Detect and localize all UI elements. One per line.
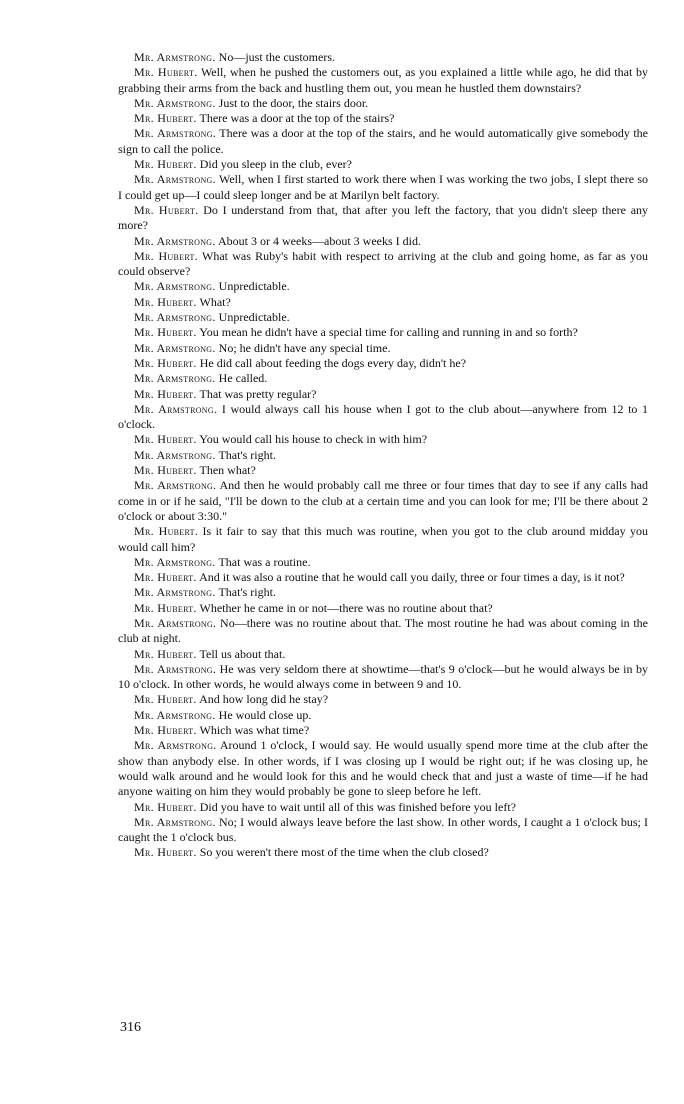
speaker-label: Mr. Armstrong. (134, 615, 217, 630)
speaker-label: Mr. Armstrong. (134, 707, 216, 722)
speech-text: Unpredictable. (218, 279, 290, 294)
speech-text: There was a door at the top of the stairs? (199, 111, 395, 126)
speaker-label: Mr. Hubert. (134, 202, 199, 217)
speaker-label: Mr. Armstrong. (134, 447, 216, 462)
transcript-paragraph (118, 371, 648, 386)
speech-text: I would always call his house when I got to the club about—anywhere from 12 to 1 o'clock. (118, 401, 649, 432)
speaker-label: Mr. Hubert. (134, 157, 197, 172)
speaker-label: Mr. Armstrong. (134, 340, 216, 355)
transcript-paragraph (118, 157, 648, 172)
transcript-paragraph (118, 341, 648, 356)
speaker-label: Mr. Hubert. (134, 692, 197, 707)
transcript-paragraph (118, 295, 648, 310)
transcript-paragraph (118, 432, 648, 447)
speech-text: He called. (218, 371, 268, 386)
speech-text: You would call his house to check in with him? (199, 432, 428, 447)
speaker-label: Mr. Hubert. (134, 432, 197, 447)
speaker-label: Mr. Hubert. (134, 355, 197, 370)
speaker-label: Mr. Hubert. (134, 111, 197, 126)
speaker-label: Mr. Armstrong. (134, 661, 217, 676)
speaker-label: Mr. Armstrong. (134, 738, 217, 753)
speech-text: Did you have to wait until all of this was finished before you left? (199, 799, 516, 814)
transcript-paragraph (118, 448, 648, 463)
transcript-paragraph (118, 203, 648, 234)
transcript-paragraph (118, 692, 648, 707)
transcript-paragraph (118, 708, 648, 723)
speaker-label: Mr. Hubert. (134, 600, 197, 615)
transcript-paragraph (118, 815, 648, 846)
transcript-paragraph (118, 524, 648, 555)
speaker-label: Mr. Armstrong. (134, 310, 216, 325)
transcript-paragraph (118, 249, 648, 280)
speaker-label: Mr. Hubert. (134, 386, 197, 401)
speaker-label: Mr. Armstrong. (134, 814, 216, 829)
speaker-label: Mr. Armstrong. (134, 478, 217, 493)
speech-text: You mean he didn't have a special time for calling and running in and so forth? (199, 325, 578, 340)
speech-text: What was Ruby's habit with respect to arriving at the club and going home, as far as you could observe? (118, 248, 648, 279)
transcript-paragraph (118, 65, 648, 96)
speaker-label: Mr. Hubert. (134, 248, 198, 263)
transcript-paragraph (118, 325, 648, 340)
speech-text: Just to the door, the stairs door. (218, 95, 369, 110)
transcript-paragraph (118, 310, 648, 325)
speaker-label: Mr. Hubert. (134, 845, 197, 860)
speaker-label: Mr. Hubert. (134, 65, 198, 80)
speech-text: That was a routine. (218, 554, 311, 569)
speech-text: There was a door at the top of the stairs, and he would automatically give somebody the sign to call the police. (118, 126, 648, 156)
speaker-label: Mr. Armstrong. (134, 233, 216, 248)
transcript-paragraph (118, 463, 648, 478)
speaker-label: Mr. Hubert. (134, 646, 197, 661)
speech-text: Which was what time? (199, 723, 310, 738)
speech-text: About 3 or 4 weeks—about 3 weeks I did. (218, 233, 421, 248)
speech-text: Do I understand from that, that after you left the factory, that you didn't sleep there any more? (118, 202, 649, 233)
speaker-label: Mr. Armstrong. (134, 279, 216, 294)
speech-text: Is it fair to say that this much was routine, when you got to the club around midday you would call him? (118, 524, 649, 554)
transcript-paragraph (118, 478, 648, 524)
transcript-paragraph (118, 172, 648, 203)
transcript-paragraph (118, 279, 648, 294)
speaker-label: Mr. Armstrong. (134, 50, 216, 64)
speaker-label: Mr. Hubert. (134, 723, 197, 738)
speech-text: No—just the customers. (218, 50, 335, 64)
speech-text: Whether he came in or not—there was no routine about that? (199, 600, 493, 615)
transcript-paragraph (118, 111, 648, 126)
speech-text: Around 1 o'clock, I would say. He would usually spend more time at the club after the show than anybody else. In other words, if I was closing up I would be right out; if he was closing up, he would walk around and he would look for this and he would check that and just a waste of time—if he had anyone waiting on him they would probably be gone to sleep before he left. (118, 738, 649, 799)
transcript-paragraph (118, 96, 648, 111)
speaker-label: Mr. Armstrong. (134, 172, 216, 187)
speaker-label: Mr. Hubert. (134, 570, 197, 585)
speaker-label: Mr. Armstrong. (134, 95, 216, 110)
speaker-label: Mr. Armstrong. (134, 585, 216, 600)
transcript-paragraph (118, 723, 648, 738)
transcript-paragraph (118, 738, 648, 799)
speech-text: He was very seldom there at showtime—that's 9 o'clock—but he would always be in by 10 o'clock. In other words, he would always come in between 9 and 10. (118, 661, 648, 692)
speech-text: Well, when I first started to work there when I was working the two jobs, I slept there so I could get up—I could sleep longer and be at Marilyn belt factory. (118, 172, 648, 202)
speech-text: Unpredictable. (218, 310, 290, 325)
speaker-label: Mr. Armstrong. (134, 126, 217, 141)
speech-text: And then he would probably call me three or four times that day to see if any calls had come in or if he said, "I'll be down to the club at a certain time and you can look for me; I'll be there about 2 o'clock or about 3:30." (118, 478, 648, 523)
speech-text: What? (199, 294, 231, 309)
speaker-label: Mr. Hubert. (134, 463, 197, 478)
transcript-paragraph (118, 555, 648, 570)
transcript-paragraph (118, 800, 648, 815)
transcript-paragraph (118, 50, 648, 65)
transcript-paragraph (118, 387, 648, 402)
speech-text: He did call about feeding the dogs every day, didn't he? (199, 355, 467, 370)
transcript-paragraph (118, 126, 648, 157)
transcript-paragraph (118, 402, 648, 433)
transcript-paragraph (118, 616, 648, 647)
speaker-label: Mr. Hubert. (134, 799, 197, 814)
speech-text: Well, when he pushed the customers out, as you explained a little while ago, he did that by grabbing their arms from the back and hustling them out, you mean he hustled them downstairs? (118, 65, 648, 95)
speech-text: That's right. (218, 585, 276, 600)
speaker-label: Mr. Armstrong. (134, 554, 216, 569)
transcript-paragraph (118, 601, 648, 616)
speech-text: That's right. (218, 447, 276, 462)
speaker-label: Mr. Hubert. (134, 325, 197, 340)
speaker-label: Mr. Hubert. (134, 294, 197, 309)
speech-text: That was pretty regular? (199, 386, 317, 401)
speech-text: No; he didn't have any special time. (218, 340, 391, 355)
transcript-paragraph (118, 662, 648, 693)
speech-text: Tell us about that. (199, 646, 286, 661)
transcript-body (118, 50, 648, 861)
transcript-paragraph (118, 845, 648, 860)
transcript-paragraph (118, 570, 648, 585)
speech-text: Did you sleep in the club, ever? (199, 157, 353, 172)
transcript-paragraph (118, 356, 648, 371)
speech-text: And it was also a routine that he would call you daily, three or four times a day, is it not? (199, 570, 625, 585)
speaker-label: Mr. Armstrong. (134, 371, 216, 386)
speech-text: He would close up. (218, 707, 312, 722)
speaker-label: Mr. Armstrong. (134, 401, 218, 416)
transcript-paragraph (118, 647, 648, 662)
speech-text: No; I would always leave before the last show. In other words, I caught a 1 o'clock bus; I caught the 1 o'clock bus. (118, 814, 648, 845)
speech-text: Then what? (199, 463, 256, 478)
speech-text: No—there was no routine about that. The most routine he had was about coming in the club at night. (118, 615, 649, 646)
speaker-label: Mr. Hubert. (134, 524, 199, 539)
transcript-paragraph (118, 234, 648, 249)
speech-text: So you weren't there most of the time when the club closed? (199, 845, 489, 860)
speech-text: And how long did he stay? (199, 692, 329, 707)
page-number: 316 (120, 1020, 141, 1035)
transcript-paragraph (118, 585, 648, 600)
